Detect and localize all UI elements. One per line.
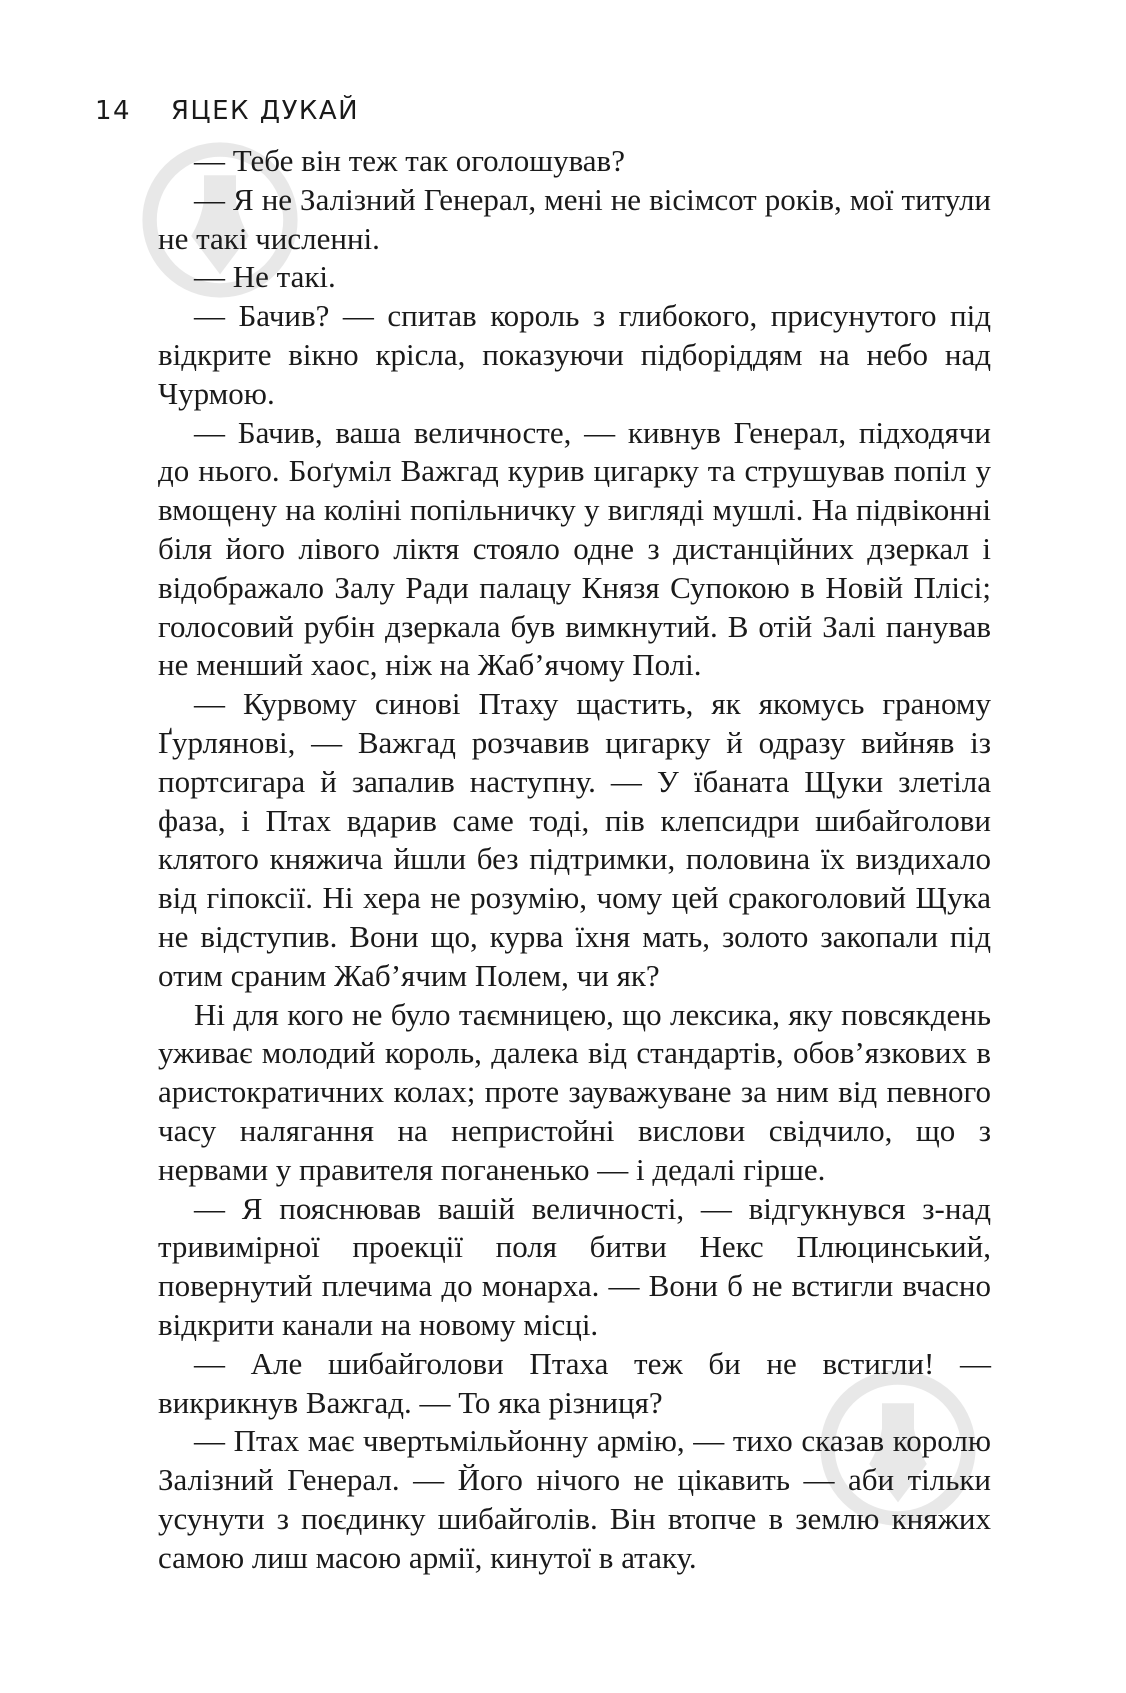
paragraph: — Тебе він теж так оголошував? [194,143,625,178]
paragraph: — Птах має чвертьмільйонну армію, — тихо сказав королю Залізний Генерал. — Його нічого не цікавить — аби тільки усунути з поєдинку шибайголів. Він втопче в землю княжих самою лиш масою армії, кинутої в атаку. [158,1423,991,1575]
running-header [95,96,359,126]
paragraph: — Не такі. [194,259,336,295]
paragraph: — Я пояснював вашій величності, — відгукнувся з-над тривимірної проекції поля битви Некс Плюцинський, повернутий плечима до монарха. — Вони б не встигли вчасно відкрити канали на новому місці. [158,1190,991,1342]
paragraph: — Бачив? — спитав король з глибокого, присунутого під відкрите вікно крісла, показуючи підборіддям на небо над Чурмою. [158,298,991,411]
body-text [158,142,991,1577]
paragraph: — Курвому синові Птаху щастить, як якомусь граному Ґурлянові, — Важгад розчавив цигарку й одразу вийняв із портсигара й запалив наступну. — У їбаната Щуки злетіла фаза, і Птах вдарив саме тоді, пів клепсидри шибайголови клятого княжича йшли без підтримки, половина їх виздихало від гіпоксії. Ні хера не розумію, чому цей сракоголовий Щука не відступив. Вони що, курва їхня мать, золото закопали під отим сраним Жаб’ячим Полем, чи як? [158,686,991,993]
page-number: 14 [95,96,132,126]
paragraph: Ні для кого не було таємницею, що лексика, яку повсякдень уживає молодий король, далека від стандартів, обов’язкових в аристократичних колах; проте зауважуване за ним від певного часу налягання на непристойні вислови свідчило, що з нервами у правителя поганенько — і дедалі гірше. [158,996,991,1187]
paragraph: — Я не Залізний Генерал, мені не вісімсот років, мої титули не такі численні. [158,181,991,256]
paragraph: — Але шибайголови Птаха теж би не встигли! — викрикнув Важгад. — То яка різниця? [158,1345,991,1420]
paragraph: — Бачив, ваша величносте, — кивнув Генерал, підходячи до нього. Боґуміл Важгад курив цигарку та струшував попіл у вмощену на коліні попільничку у вигляді мушлі. На підвіконні біля його лівого ліктя стояло одне з дистанційних дзеркал і відображало Залу Ради палацу Князя Супокою в Новій Плісі; голосовий рубін дзеркала був вимкнутий. В отій Залі панував не менший хаос, ніж на Жаб’ячому Полі. [158,414,991,683]
running-title: ЯЦЕК ДУКАЙ [170,96,360,126]
